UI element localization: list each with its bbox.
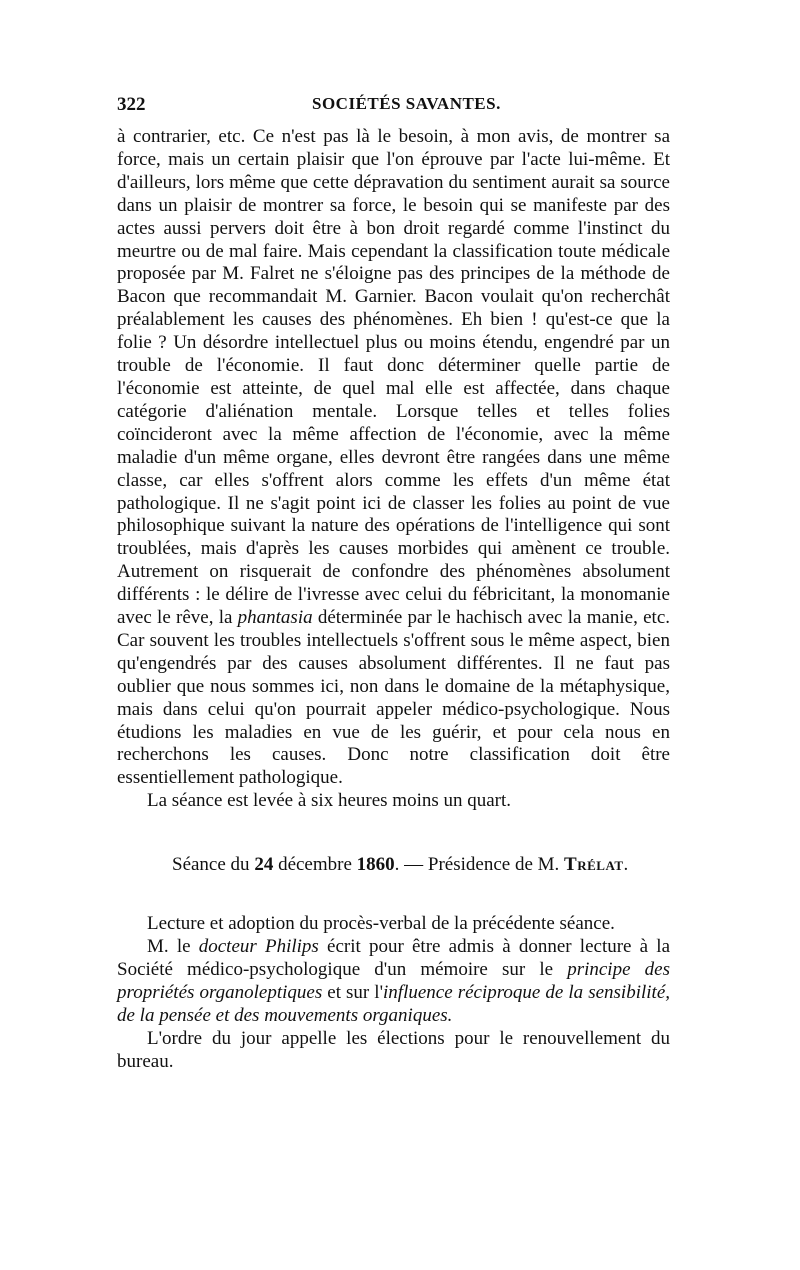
paragraph-discussion [117,126,670,790]
page-header [117,94,670,120]
memoir-text: et sur l' [327,981,384,1003]
paragraph-adjournment: La séance est levée à six heures moins un quart. [147,790,512,812]
memoir-text: M. le [147,936,191,958]
paragraph-text: déterminée par le hachisch avec la manie, etc. Car souvent les troubles intellectuels s'offrent sous le même aspect, bien qu'engendrés par des causes absolument différentes. Il ne faut pas oublier que nous sommes ici, non dans le domaine de la métaphysique, mais dans celui qu'on pourrait appeler médico-psychologique. Nous étudions les maladies en vue de les guérir, et pour cela nous en recherchons les causes. Donc notre classification doit être essentiellement pathologique. [117,607,671,789]
italic-term: phantasia [237,607,313,629]
session-day: 24 [254,854,274,876]
paragraph-elections: L'ordre du jour appelle les élections pour le renouvellement du bureau. [117,1027,670,1072]
session-suffix: . [623,854,629,876]
body-text [117,126,670,1074]
running-head: SOCIÉTÉS SAVANTES. [312,94,501,113]
memoir-author: docteur Philips [198,936,319,958]
session-presidency: . — Présidence de M. [394,854,565,876]
memoir-title-part: principe des propriétés organoleptiques [117,959,670,1003]
session-president: Trélat [564,854,624,876]
session-year: 1860 [356,854,395,876]
paragraph-text: à contrarier, etc. Ce n'est pas là le besoin, à mon avis, de montrer sa force, mais un certain plaisir que l'on éprouve par l'acte lui-même. Et d'ailleurs, lors même que cette dépravation du sentiment aurait sa source dans un plaisir de montrer sa force, le besoin qui se manifeste par des actes aussi pervers doit être à bon droit regardé comme l'instinct du meurtre ou de mal faire. Mais cependant la classification toute médicale proposée par M. Falret ne s'éloigne pas des principes de la méthode de Bacon que recommandait M. Garnier. Bacon voulait qu'on recherchât préalablement les causes des phénomènes. Eh bien ! qu'est-ce que la folie ? Un désordre intellectuel plus ou moins étendu, engendré par un trouble de l'économie. Il faut donc déterminer quelle partie de l'économie est atteinte, de quel mal elle est affectée, dans chaque catégorie d'aliénation mentale. Lorsque telles et telles folies coïncideront avec la même affection de l'économie, avec la même maladie d'un même organe, elles devront être rangées dans une même classe, car elles s'offrent alors comme les effets d'un même état pathologique. Il ne s'agit point ici de classer les folies au point de vue philosophique suivant la nature des opérations de l'intelligence qui sont troublées, mais d'après les causes morbides qui amènent ce trouble. Autrement on risquerait de confondre des phénomènes absolument différents : le délire de l'ivresse avec celui du fébricitant, la monomanie avec le rêve, la [117,126,670,629]
paragraph-minutes: Lecture et adoption du procès-verbal de la précédente séance. [147,913,615,935]
memoir-title-part: influence réciproque de la sensibilité, de la pensée et des mouvements organiques. [117,981,671,1026]
paragraph-memoir [117,936,670,1028]
memoir-text: écrit pour être admis à donner lecture à la Société médico-psychologique d'un mémoire sur le [117,936,671,980]
page-number: 322 [117,94,146,115]
session-heading [172,853,670,876]
session-prefix: Séance du [172,854,255,876]
session-month: décembre [273,854,357,876]
